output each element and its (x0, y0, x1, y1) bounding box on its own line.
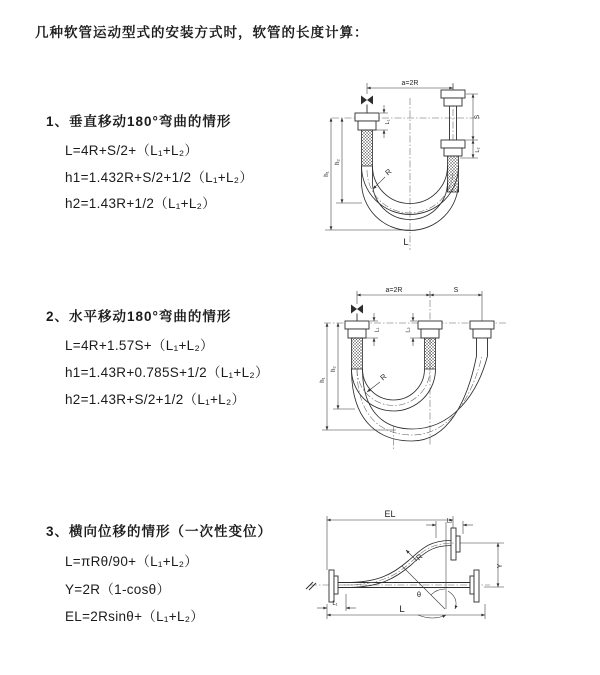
section-3-formula-Y: Y=2R（1-cosθ） (65, 582, 171, 597)
dim-label-l2: L₂ (405, 327, 412, 333)
dimension-lines (317, 516, 504, 619)
dim-label-h2: h₂ (335, 159, 341, 165)
break-mark (306, 582, 316, 590)
section-2-formula-h2: h2=1.43R+S/2+1/2（L₁+L₂） (65, 392, 246, 407)
diagram-horizontal-180 (310, 278, 600, 468)
dim-label-el: EL (384, 509, 396, 519)
dim-label-a2r: a=2R (385, 287, 403, 294)
left-flange (345, 321, 369, 369)
left-flange (355, 113, 379, 121)
right-flange (470, 570, 479, 602)
section-2-heading: 2、水平移动180°弯曲的情形 (46, 309, 232, 324)
dim-label-h1: h₁ (320, 377, 326, 383)
right-flange (470, 321, 494, 356)
dim-label-l: L (399, 604, 405, 615)
section-1-formula-h2: h2=1.43R+1/2（L₁+L₂） (65, 196, 216, 211)
dim-label-r: R (414, 551, 425, 563)
dim-label-l: L (403, 237, 409, 248)
section-1-formula-L: L=4R+S/2+（L₁+L₂） (65, 143, 199, 158)
dim-label-l1: L₁ (374, 327, 381, 333)
right-flange-lower (441, 140, 465, 148)
angle-construction (402, 566, 456, 618)
section-3-formula-L: L=πRθ/90+（L₁+L₂） (65, 554, 199, 569)
dim-label-theta: θ (416, 590, 422, 599)
dim-label-s: S (453, 287, 459, 294)
right-flange-lower-hub (444, 148, 462, 156)
hose-s-curve (342, 541, 456, 588)
section-2-formula-L: L=4R+1.57S+（L₁+L₂） (65, 338, 214, 353)
upper-flange (451, 528, 460, 560)
dim-label-r: R (383, 166, 394, 178)
diagram-lateral-displacement (298, 498, 600, 658)
right-flange-upper-hub (444, 98, 462, 106)
dim-label-h1: h₁ (324, 171, 330, 177)
right-flange-upper (441, 90, 465, 98)
dim-label-s: S (474, 114, 481, 120)
page-title: 几种软管运动型式的安装方式时，软管的长度计算： (35, 25, 369, 40)
dim-label-h2: h₂ (331, 366, 337, 372)
hose-u-bend (352, 356, 488, 441)
valve-icon (351, 305, 363, 322)
section-1-formula-h1: h1=1.432R+S/2+1/2（L₁+L₂） (65, 170, 254, 185)
dim-label-l1: L₁ (385, 119, 391, 125)
braided-hose-left (362, 130, 373, 166)
dim-label-r: R (378, 371, 389, 383)
section-2-formula-h1: h1=1.43R+0.785S+1/2（L₁+L₂） (65, 365, 269, 380)
dim-label-l1: L₁ (332, 601, 338, 607)
section-1-heading: 1、垂直移动180°弯曲的情形 (46, 114, 232, 129)
dim-label-y: Y (497, 563, 504, 569)
section-3-heading: 3、横向位移的情形（一次性变位） (46, 524, 273, 539)
dim-label-l2: L₂ (475, 147, 481, 153)
valve-icon (361, 96, 373, 114)
middle-flange (418, 321, 442, 369)
dim-label-l2: L₂ (446, 518, 453, 525)
dim-label-a2r: a=2R (401, 80, 419, 87)
diagram-vertical-180 (310, 70, 600, 260)
section-3-formula-EL: EL=2Rsinθ+（L₁+L₂） (65, 609, 205, 624)
left-flange-hub (358, 121, 376, 130)
left-flange (329, 570, 346, 602)
